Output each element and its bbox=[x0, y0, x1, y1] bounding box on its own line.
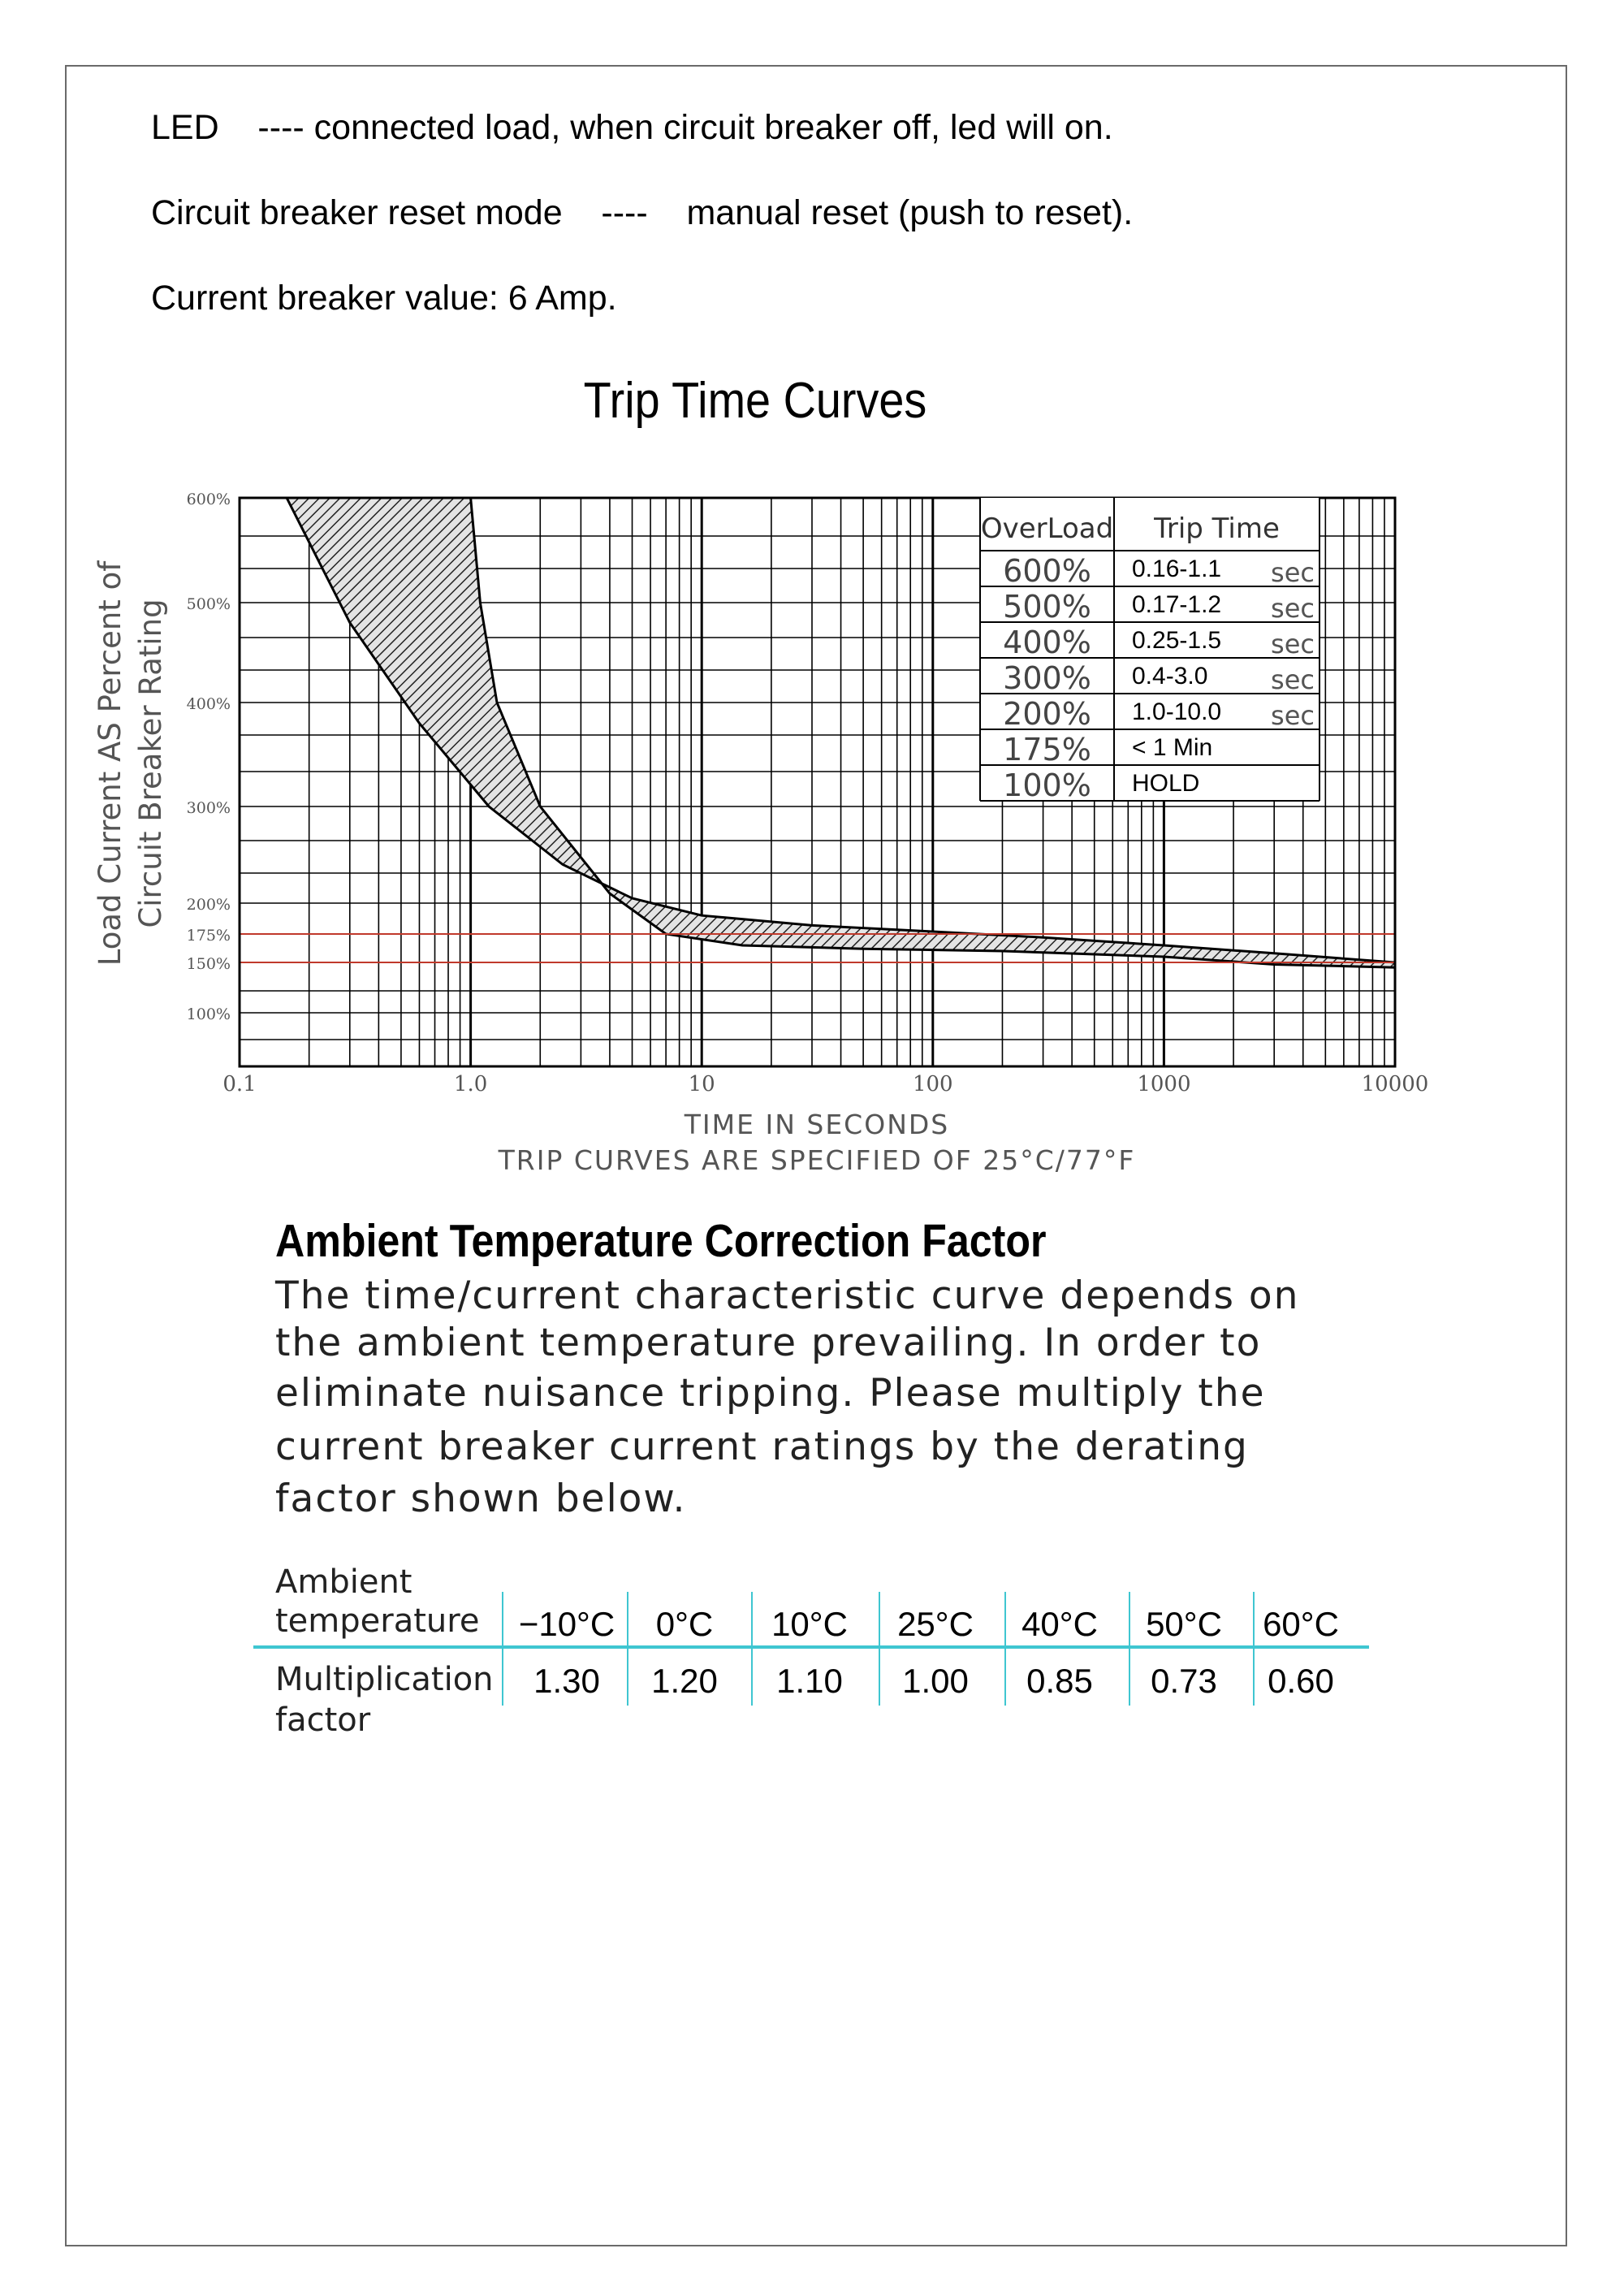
ambient-temperature-label: Ambient bbox=[275, 1563, 412, 1601]
y-axis-label: Load Current AS Percent of bbox=[93, 560, 127, 966]
factor-cell: 1.30 bbox=[533, 1662, 600, 1700]
chart-title: Trip Time Curves bbox=[583, 373, 927, 429]
table-unit-cell: sec bbox=[1271, 557, 1315, 588]
y-tick-label: 400% bbox=[186, 695, 231, 713]
table-trip-time-cell: 1.0-10.0 bbox=[1132, 698, 1222, 725]
table-overload-cell: 500% bbox=[1003, 589, 1091, 625]
table-header-overload: OverLoad bbox=[980, 512, 1114, 545]
ambient-paragraph-line: the ambient temperature prevailing. In order to bbox=[275, 1321, 1262, 1365]
table-unit-cell: sec bbox=[1271, 700, 1315, 731]
y-tick-label: 150% bbox=[186, 955, 231, 973]
factor-cell: 1.20 bbox=[651, 1662, 718, 1700]
ambient-temperature-label: temperature bbox=[275, 1602, 480, 1640]
factor-cell: 1.10 bbox=[776, 1662, 843, 1700]
factor-cell: 0.73 bbox=[1151, 1662, 1217, 1700]
table-unit-cell: sec bbox=[1271, 664, 1315, 695]
x-tick-label: 0.1 bbox=[222, 1072, 257, 1096]
table-unit-cell: sec bbox=[1271, 629, 1315, 659]
temperature-cell: 60°C bbox=[1263, 1605, 1339, 1643]
y-tick-label: 500% bbox=[186, 595, 231, 613]
multiplication-factor-label: Multiplication bbox=[275, 1661, 494, 1698]
ambient-paragraph-line: factor shown below. bbox=[275, 1477, 687, 1521]
temperature-cell: −10°C bbox=[518, 1605, 615, 1643]
table-trip-time-cell: 0.16-1.1 bbox=[1132, 556, 1222, 582]
multiplication-factor-label: factor bbox=[275, 1701, 371, 1739]
factor-cell: 0.60 bbox=[1268, 1662, 1334, 1700]
table-overload-cell: 200% bbox=[1003, 696, 1091, 732]
chart-subtitle: TRIP CURVES ARE SPECIFIED OF 25°C/77°F bbox=[498, 1144, 1136, 1176]
table-trip-time-cell: 0.25-1.5 bbox=[1132, 627, 1222, 654]
ambient-paragraph-line: current breaker current ratings by the derating bbox=[275, 1425, 1249, 1469]
table-trip-time-cell: < 1 Min bbox=[1132, 734, 1213, 761]
x-tick-label: 100 bbox=[912, 1072, 953, 1096]
table-overload-cell: 300% bbox=[1003, 660, 1091, 696]
reset-mode-spec: Circuit breaker reset mode ---- manual reset (push to reset). bbox=[151, 193, 1134, 232]
table-trip-time-cell: 0.17-1.2 bbox=[1132, 591, 1222, 618]
temperature-cell: 25°C bbox=[897, 1605, 974, 1643]
x-tick-label: 1.0 bbox=[453, 1072, 488, 1096]
table-unit-cell: sec bbox=[1271, 593, 1315, 624]
x-tick-label: 10 bbox=[688, 1072, 715, 1096]
temperature-cell: 10°C bbox=[771, 1605, 848, 1643]
x-tick-label: 1000 bbox=[1137, 1072, 1191, 1096]
table-trip-time-cell: 0.4-3.0 bbox=[1132, 663, 1208, 690]
table-overload-cell: 100% bbox=[1003, 767, 1091, 803]
y-tick-label: 100% bbox=[186, 1005, 231, 1023]
ambient-paragraph-line: eliminate nuisance tripping. Please multiply the bbox=[275, 1371, 1266, 1416]
table-header-trip-time: Trip Time bbox=[1154, 512, 1280, 545]
y-tick-label: 300% bbox=[186, 799, 231, 817]
ambient-section-title: Ambient Temperature Correction Factor bbox=[275, 1215, 1047, 1267]
temperature-cell: 50°C bbox=[1146, 1605, 1222, 1643]
led-spec: LED ---- connected load, when circuit breaker off, led will on. bbox=[151, 108, 1113, 147]
x-axis-label: TIME IN SECONDS bbox=[684, 1109, 950, 1140]
table-divider bbox=[253, 1645, 1369, 1649]
y-tick-label: 600% bbox=[186, 491, 231, 508]
x-tick-label: 10000 bbox=[1361, 1072, 1429, 1096]
table-overload-cell: 600% bbox=[1003, 553, 1091, 589]
y-tick-label: 200% bbox=[186, 896, 231, 914]
factor-cell: 1.00 bbox=[902, 1662, 969, 1700]
table-overload-cell: 175% bbox=[1003, 732, 1091, 767]
ambient-paragraph-line: The time/current characteristic curve depends on bbox=[275, 1273, 1300, 1318]
temperature-cell: 40°C bbox=[1021, 1605, 1098, 1643]
y-axis-label: Circuit Breaker Rating bbox=[133, 599, 168, 928]
temperature-cell: 0°C bbox=[655, 1605, 714, 1643]
table-overload-cell: 400% bbox=[1003, 625, 1091, 660]
y-tick-label: 175% bbox=[186, 927, 231, 945]
factor-cell: 0.85 bbox=[1026, 1662, 1093, 1700]
breaker-value-spec: Current breaker value: 6 Amp. bbox=[151, 279, 617, 318]
table-trip-time-cell: HOLD bbox=[1132, 770, 1200, 797]
